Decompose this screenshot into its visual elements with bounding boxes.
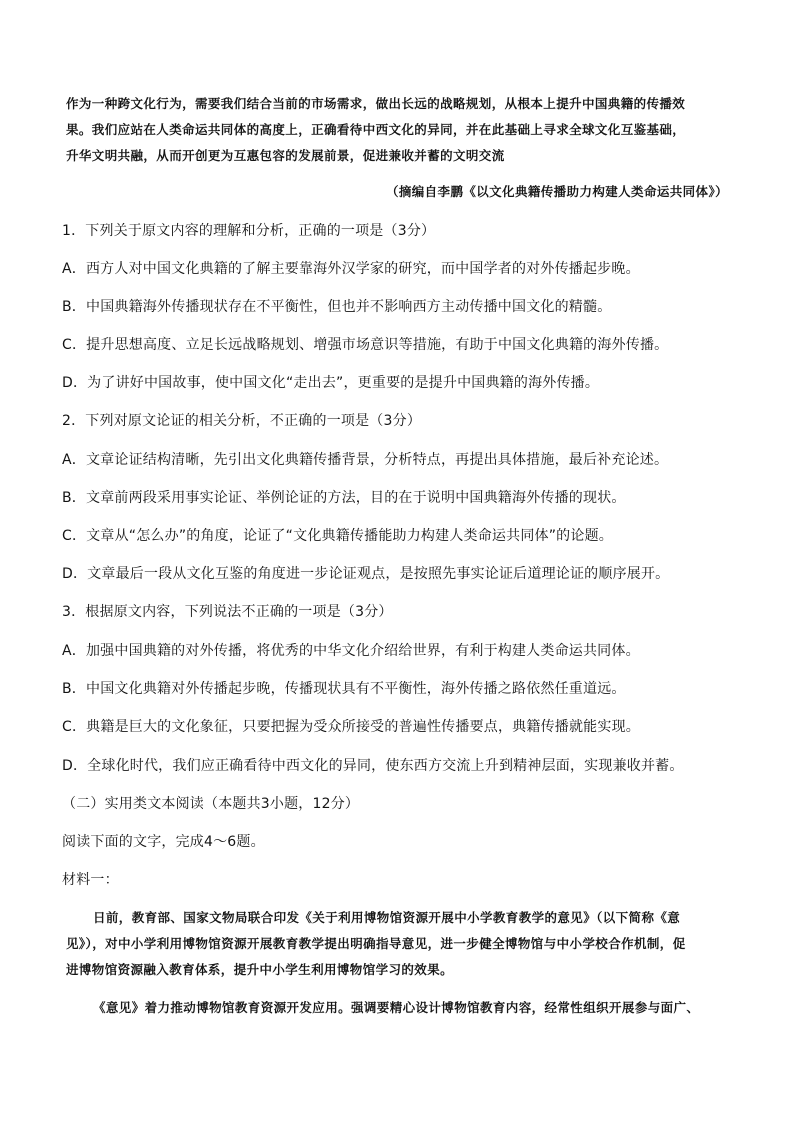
reading-instruction: 阅读下面的文字，完成4～6题。	[62, 834, 265, 850]
question-2-option-a: A．文章论证结构清晰，先引出文化典籍传播背景，分析特点，再提出具体措施，最后补充论述。	[62, 452, 669, 468]
material-label: 材料一：	[62, 872, 119, 888]
intro-line-1: 作为一种跨文化行为，需要我们结合当前的市场需求，做出长远的战略规划，从根本上提升中国典籍的传播效	[66, 96, 686, 111]
question-3-option-a: A．加强中国典籍的对外传播，将优秀的中华文化介绍给世界，有利于构建人类命运共同体。	[62, 643, 640, 659]
question-2-option-d: D．文章最后一段从文化互鉴的角度进一步论证观点，是按照先事实论证后道理论证的顺序展开。	[62, 566, 670, 582]
intro-line-2: 果。我们应站在人类命运共同体的高度上，正确看待中西文化的异同，并在此基础上寻求全球文化互鉴基础，	[66, 122, 686, 137]
question-1-option-b: B．中国典籍海外传播现状存在不平衡性，但也并不影响西方主动传播中国文化的精髓。	[62, 299, 612, 315]
material-para1-line-1: 日前，教育部、国家文物局联合印发《关于利用博物馆资源开展中小学教育教学的意见》（以下简称《意	[93, 910, 681, 925]
question-1-option-a: A．西方人对中国文化典籍的了解主要靠海外汉学家的研究，而中国学者的对外传播起步晚。	[62, 261, 640, 277]
question-1-option-d: D．为了讲好中国故事，使中国文化“走出去”，更重要的是提升中国典籍的海外传播。	[62, 375, 600, 391]
question-3-option-c: C．典籍是巨大的文化象征，只要把握为受众所接受的普遍性传播要点，典籍传播就能实现。	[62, 719, 640, 735]
intro-line-3: 升华文明共融，从而开创更为互惠包容的发展前景，促进兼收并蓄的文明交流	[66, 148, 505, 163]
section-heading: （二）实用类文本阅读（本题共3小题，12分）	[62, 796, 360, 812]
material-para1-line-2: 见》），对中小学利用博物馆资源开展教育教学提出明确指导意见，进一步健全博物馆与中小学校合作机制，促	[66, 936, 686, 951]
material-para1-line-3: 进博物馆资源融入教育体系，提升中小学生利用博物馆学习的效果。	[66, 962, 454, 977]
material-para2-line-1: 《意见》着力推动博物馆教育资源开发应用。强调要精心设计博物馆教育内容，经常性组织开展参与面广、	[93, 1000, 700, 1015]
question-1-stem: 1．下列关于原文内容的理解和分析，正确的一项是（3分）	[62, 223, 436, 239]
question-2-option-c: C．文章从“怎么办”的角度，论证了“文化典籍传播能助力构建人类命运共同体”的论题。	[62, 528, 613, 544]
source-citation: （摘编自李鹏《以文化典籍传播助力构建人类命运共同体》）	[385, 184, 728, 199]
question-3-option-b: B．中国文化典籍对外传播起步晚，传播现状具有不平衡性，海外传播之路依然任重道远。	[62, 681, 626, 697]
question-1-option-c: C．提升思想高度、立足长远战略规划、增强市场意识等措施，有助于中国文化典籍的海外传播。	[62, 337, 669, 353]
question-3-option-d: D．全球化时代，我们应正确看待中西文化的异同，使东西方交流上升到精神层面，实现兼收并蓄。	[62, 758, 684, 774]
question-2-option-b: B．文章前两段采用事实论证、举例论证的方法，目的在于说明中国典籍海外传播的现状。	[62, 490, 626, 506]
question-3-stem: 3．根据原文内容，下列说法不正确的一项是（3分）	[62, 604, 393, 620]
question-2-stem: 2．下列对原文论证的相关分析，不正确的一项是（3分）	[62, 413, 422, 429]
